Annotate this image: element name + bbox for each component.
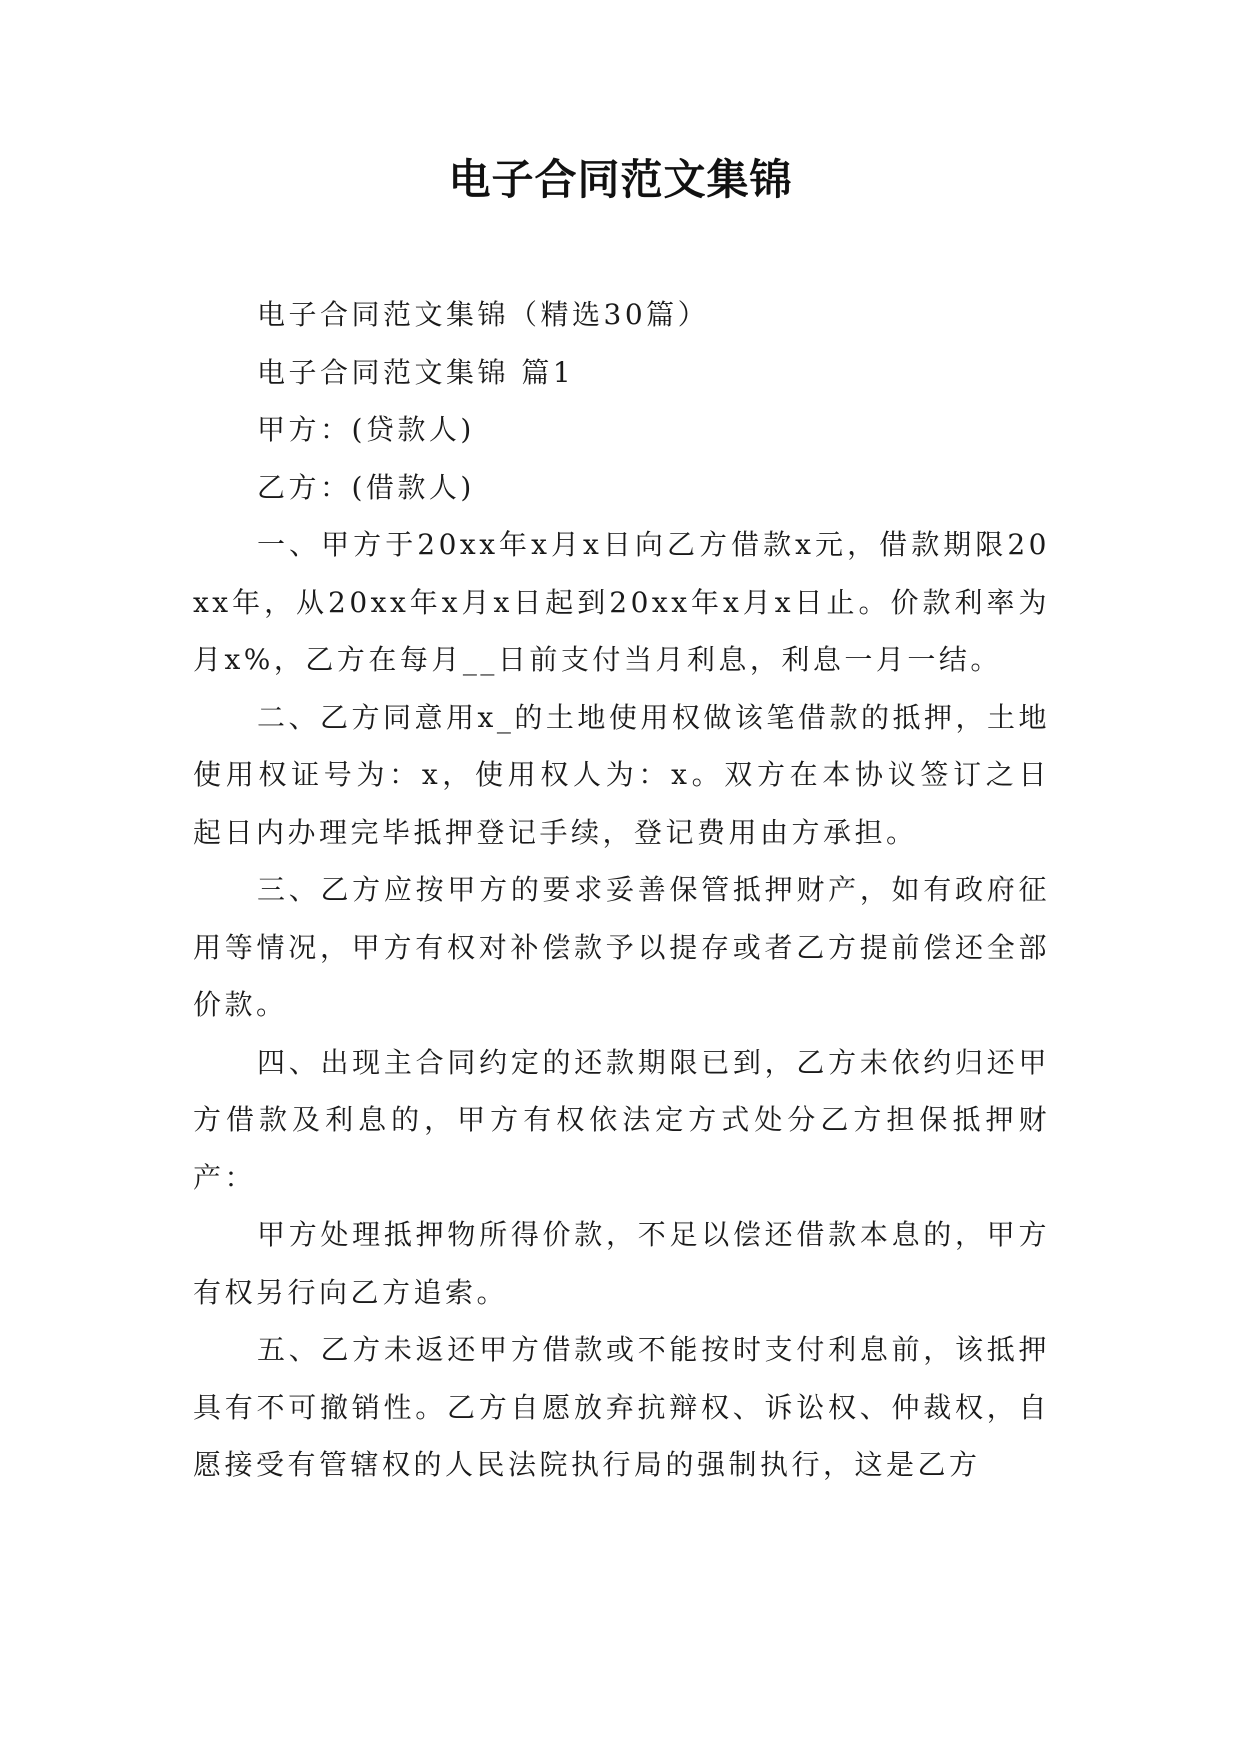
paragraph-party-b: 乙方：(借款人) — [257, 470, 475, 504]
paragraph-clause-1: 一、甲方于20xx年x月x日向乙方借款x元，借款期限20xx年，从20xx年x月x日起到20xx年x月x日止。价款利率为月x%，乙方在每月__日前支付当月利息，利息一月一结。 — [193, 528, 1050, 676]
document-title: 电子合同范文集锦 — [448, 155, 793, 204]
paragraph-subtitle: 电子合同范文集锦（精选30篇） — [257, 298, 710, 331]
paragraph-party-a: 甲方：(贷款人) — [257, 413, 475, 446]
paragraph-clause-3: 三、乙方应按甲方的要求妥善保管抵押财产，如有政府征用等情况，甲方有权对补偿款予以提存或者乙方提前偿还全部价款。 — [193, 873, 1050, 1021]
paragraph-clause-5: 五、乙方未返还甲方借款或不能按时支付利息前，该抵押具有不可撤销性。乙方自愿放弃抗辩权、诉讼权、仲裁权，自愿接受有管辖权的人民法院执行局的强制执行，这是乙方 — [193, 1333, 1050, 1481]
paragraph-section-heading: 电子合同范文集锦 篇1 — [257, 355, 575, 389]
paragraph-clause-4: 四、出现主合同约定的还款期限已到，乙方未依约归还甲方借款及利息的，甲方有权依法定方式处分乙方担保抵押财产： — [193, 1045, 1050, 1194]
paragraph-clause-2: 二、乙方同意用x_的土地使用权做该笔借款的抵押，土地使用权证号为：x，使用权人为：x。双方在本协议签订之日起日内办理完毕抵押登记手续，登记费用由方承担。 — [193, 700, 1050, 849]
paragraph-clause-4-note: 甲方处理抵押物所得价款，不足以偿还借款本息的，甲方有权另行向乙方追索。 — [193, 1218, 1050, 1309]
document-body — [193, 286, 1050, 1494]
